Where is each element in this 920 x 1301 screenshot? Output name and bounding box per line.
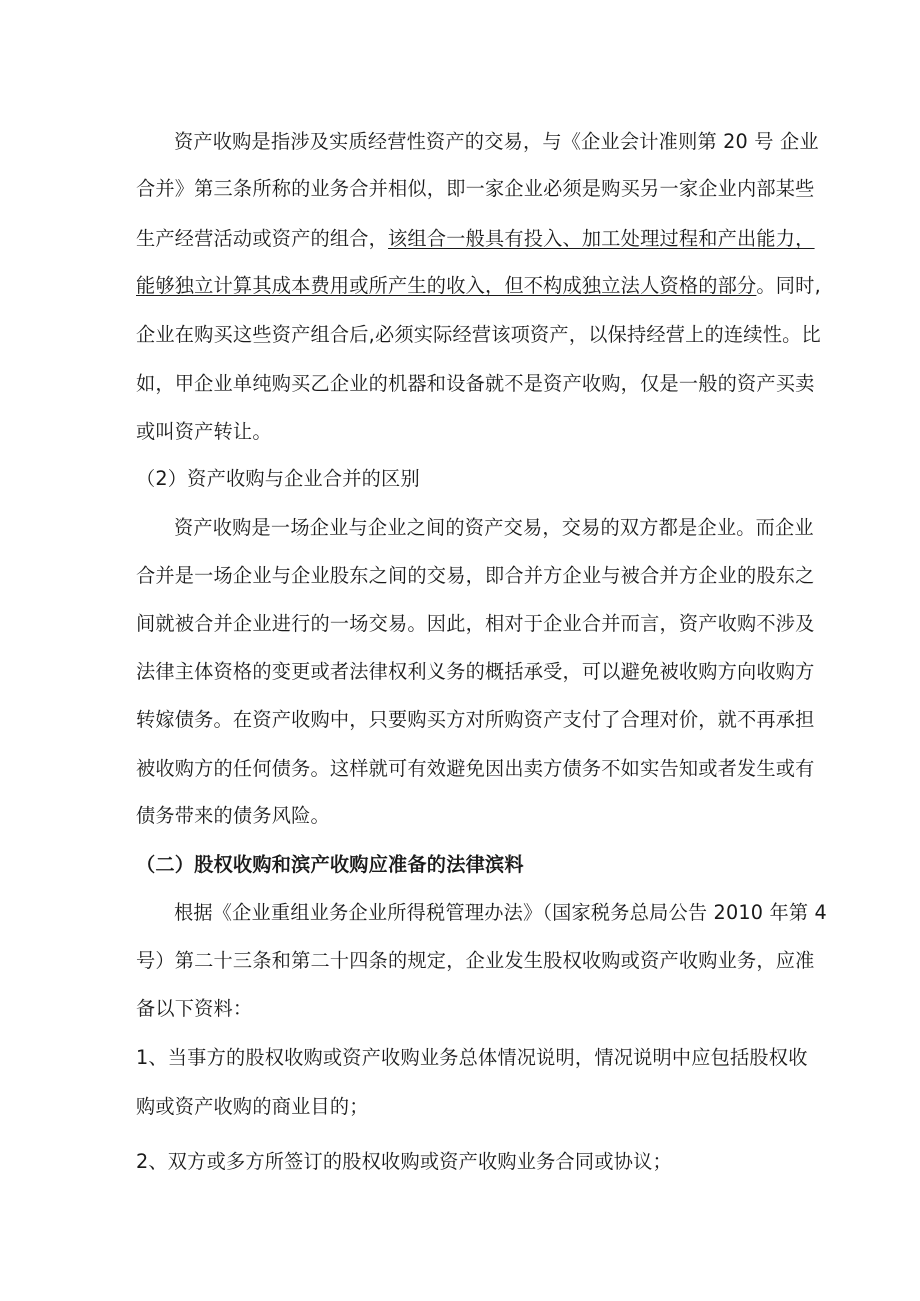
para2-line1: 资产收购是一场企业与企业之间的资产交易，交易的双方都是企业。而企业	[174, 516, 814, 539]
para2-line7: 债务带来的债务风险。	[136, 804, 330, 827]
para1-line2: 合并》第三条所称的业务合并相似，即一家企业必须是购买另一家企业内部某些	[136, 177, 815, 200]
para1-line7: 或叫资产转让。	[136, 420, 272, 443]
para3-line2: 号）第二十三条和第二十四条的规定，企业发生股权收购或资产收购业务，应准	[136, 949, 815, 972]
para2-line2: 合并是一场企业与企业股东之间的交易，即合并方企业与被合并方企业的股东之	[136, 564, 815, 587]
para1-line3	[136, 227, 816, 251]
para1-line4-text: 。同时,	[756, 274, 821, 297]
underlined-text: 该组合一般具有投入、加工处理过程和产出能力，	[388, 227, 815, 250]
para1-line5: 企业在购买这些资产组合后,必须实际经营该项资产，以保持经营上的连续性。比	[136, 323, 821, 346]
list-item-2-line1: 2、双方或多方所签订的股权收购或资产收购业务合同或协议；	[136, 1150, 672, 1173]
para1-line4	[136, 274, 821, 298]
underlined-text: 能够独立计算其成本费用或所产生的收入，但不构成独立法人资格的部分	[136, 274, 757, 297]
para2-line3: 间就被合并企业进行的一场交易。因此，相对于企业合并而言，资产收购不涉及	[136, 612, 815, 635]
list-item-1-line1: 1、当事方的股权收购或资产收购业务总体情况说明，情况说明中应包括股权收	[136, 1046, 808, 1069]
subheading-2: （2）资产收购与企业合并的区别	[136, 467, 420, 490]
para1-line3-text: 生产经营活动或资产的组合，	[136, 227, 389, 250]
para3-line1: 根据《企业重组业务企业所得税管理办法》（国家税务总局公告 2010 年第 4	[174, 901, 827, 924]
list-item-1-line2: 购或资产收购的商业目的；	[136, 1095, 369, 1118]
section-heading: （二）股权收购和滨产收购应准备的法律滨料	[136, 853, 524, 876]
para2-line4: 法律主体资格的变更或者法律权利义务的概括承受，可以避免被收购方向收购方	[136, 660, 815, 683]
para1-line6: 如，甲企业单纯购买乙企业的机器和设备就不是资产收购，仅是一般的资产买卖	[136, 372, 815, 395]
para1-line1: 资产收购是指涉及实质经营性资产的交易，与《企业会计准则第 20 号 企业	[174, 130, 819, 153]
para3-line3: 备以下资料：	[136, 997, 253, 1020]
para2-line6: 被收购方的任何债务。这样就可有效避免因出卖方债务不如实告知或者发生或有	[136, 757, 815, 780]
para2-line5: 转嫁债务。在资产收购中，只要购买方对所购资产支付了合理对价，就不再承担	[136, 708, 815, 731]
